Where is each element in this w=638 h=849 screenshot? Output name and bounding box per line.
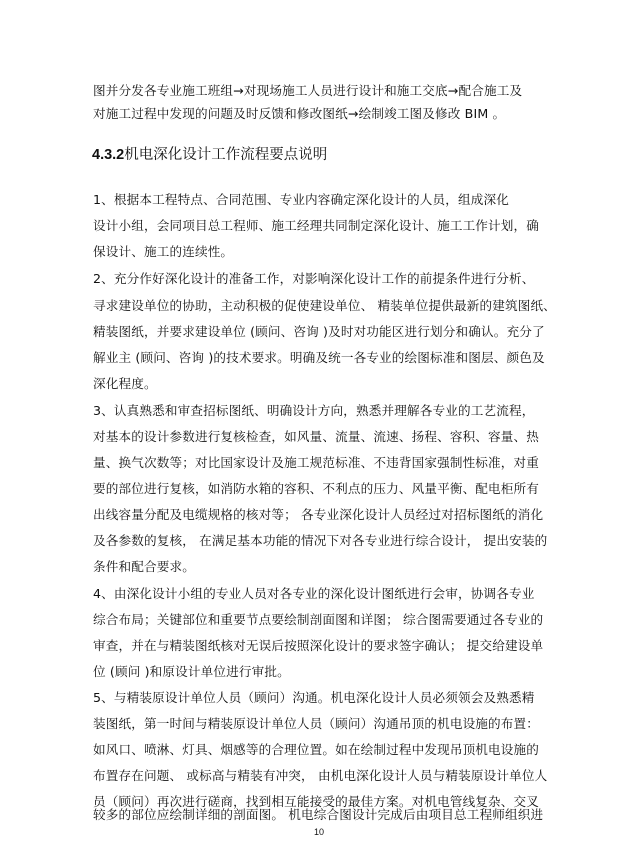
paragraph-line: 寻求建设单位的协助，主动积极的促使建设单位、 精装单位提供最新的建筑图纸、 (93, 298, 556, 313)
paragraph-line: 员（顾问）再次进行磋商，找到相互能接受的最佳方案。对机电管线复杂、交叉 (93, 794, 540, 809)
paragraph-line: 4、由深化设计小组的专业人员对各专业的深化设计图纸进行会审，协调各专业 (93, 586, 535, 601)
section-title: 机电深化设计工作流程要点说明 (124, 147, 328, 163)
paragraph-line: 审查，并在与精装图纸核对无误后按照深化设计的要求签字确认； 提交给建设单 (93, 638, 544, 653)
paragraph-line: 5、与精装原设计单位人员（顾问）沟通。机电深化设计人员必须领会及熟悉精 (93, 690, 535, 705)
section-heading (92, 146, 327, 164)
paragraph-line: 2、充分作好深化设计的准备工作，对影响深化设计工作的前提条件进行分析、 (93, 271, 535, 286)
page-number: 10 (313, 827, 324, 837)
paragraph-line: 装图纸，第一时间与精装原设计单位人员（顾问）沟通吊顶的机电设施的布置： (93, 716, 540, 731)
paragraph-line: 如风口、喷淋、灯具、烟感等的合理位置。如在绘制过程中发现吊顶机电设施的 (93, 742, 540, 757)
paragraph-line: 1、根据本工程特点、合同范围、专业内容确定深化设计的人员，组成深化 (93, 192, 509, 207)
paragraph-line: 设计小组，会同项目总工程师、施工经理共同制定深化设计、施工工作计划，确 (93, 218, 540, 233)
paragraph-line: 及各参数的复核， 在满足基本功能的情况下对各专业进行综合设计， 提出安装的 (93, 533, 548, 548)
intro-line: 图并分发各专业施工班组→对现场施工人员进行设计和施工交底→配合施工及 (93, 83, 523, 98)
paragraph-line: 量、换气次数等；对比国家设计及施工规范标准、不违背国家强制性标准，对重 (93, 455, 540, 470)
section-number: 4.3.2 (92, 147, 125, 163)
paragraph-line: 条件和配合要求。 (93, 559, 195, 574)
paragraph-line: 布置存在问题、 或标高与精装有冲突， 由机电深化设计人员与精装原设计单位人 (93, 768, 548, 783)
paragraph-line: 解业主 (顾问、咨询 )的技术要求。明确及统一各专业的绘图标准和图层、颜色及 (93, 350, 545, 365)
paragraph-line: 深化程度。 (93, 376, 157, 391)
paragraph-line: 3、认真熟悉和审查招标图纸、明确设计方向，熟悉并理解各专业的工艺流程， (93, 403, 535, 418)
intro-line: 对施工过程中发现的问题及时反馈和修改图纸→绘制竣工图及修改 BIM 。 (93, 106, 506, 121)
paragraph-line: 出线容量分配及电缆规格的核对等； 各专业深化设计人员经过对招标图纸的消化 (93, 507, 544, 522)
paragraph-line: 位 (顾问 )和原设计单位进行审批。 (93, 664, 290, 679)
paragraph-line: 综合布局；关键部位和重要节点要绘制剖面图和详图； 综合图需要通过各专业的 (93, 612, 544, 627)
paragraph-line: 要的部位进行复核，如消防水箱的容积、不利点的压力、风量平衡、配电柜所有 (93, 481, 540, 496)
paragraph-line: 精装图纸，并要求建设单位 (顾问、咨询 )及时对功能区进行划分和确认。充分了 (93, 324, 545, 339)
paragraph-line: 较多的部位应绘制详细的剖面图。 机电综合图设计完成后由项目总工程师组织进 (93, 807, 544, 822)
paragraph-line: 对基本的设计参数进行复核检查，如风量、流量、流速、扬程、容积、容量、热 (93, 429, 540, 444)
paragraph-line: 保设计、施工的连续性。 (93, 244, 234, 259)
